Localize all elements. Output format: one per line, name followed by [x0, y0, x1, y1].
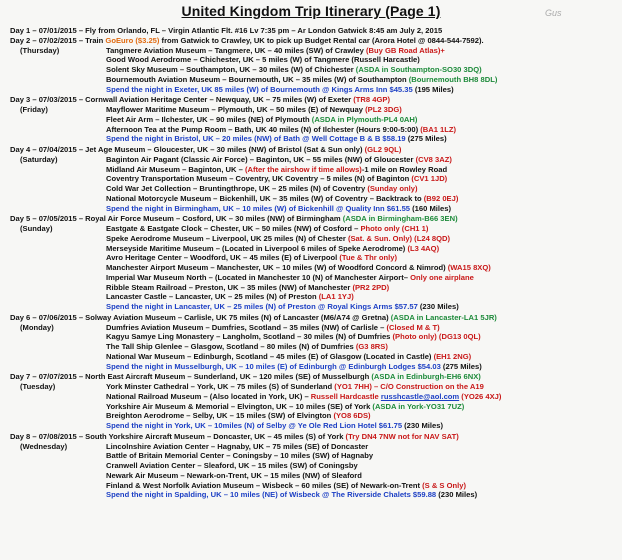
itinerary-text: Russell Hardcastle — [310, 391, 381, 401]
itinerary-line — [10, 490, 618, 500]
itinerary-text: Finland & West Norfolk Aviation Museum – Wisbeck – 60 miles (SE) of Newark-on-Trent — [106, 480, 423, 490]
itinerary-text: (ASDA in Southampton-SO30 3DQ) — [355, 65, 482, 74]
itinerary-text: Coventry Transportation Museum – Coventry, UK Coventry – 5 miles (N) of Baginton — [106, 174, 412, 184]
itinerary-line — [10, 105, 618, 115]
stop-line — [106, 451, 618, 461]
weekday-label — [10, 451, 106, 461]
itinerary-line — [10, 134, 618, 144]
weekday-label — [10, 194, 106, 204]
page-title: United Kingdom Trip Itinerary (Page 1) — [181, 3, 441, 19]
itinerary-line — [10, 332, 618, 342]
itinerary-text: (LA1 1YJ) — [318, 292, 354, 302]
itinerary-line — [10, 471, 618, 481]
stop-line — [106, 115, 618, 125]
itinerary-line — [10, 155, 618, 165]
itinerary-text: – South Yorkshire Aircraft Museum – Doncaster, UK – 45 miles (S) of York — [76, 431, 346, 441]
itinerary-line — [10, 184, 618, 194]
stop-line — [106, 273, 618, 283]
day-label: Day 6 – 07/06/2015 — [10, 312, 77, 322]
itinerary-line — [10, 362, 618, 372]
stop-line — [106, 461, 618, 471]
itinerary-text: (S & S Only) — [422, 480, 467, 490]
itinerary-line — [10, 402, 618, 412]
day-line — [10, 372, 618, 382]
itinerary-text: (ASDA in Birmingham-B66 3EN) — [342, 214, 458, 224]
itinerary-text: (PR2 2PD) — [352, 282, 390, 292]
day-line — [10, 26, 618, 36]
itinerary-text: (230 Miles) — [419, 302, 459, 311]
weekday-label — [10, 362, 106, 372]
weekday-label: (Sunday) — [20, 224, 53, 233]
stop-line — [106, 253, 618, 263]
weekday-label — [10, 65, 106, 75]
weekday-label — [10, 342, 106, 352]
weekday-label: (Saturday) — [20, 154, 58, 164]
itinerary-text: (275 Miles) — [442, 361, 482, 371]
weekday-label: (Wednesday) — [20, 441, 68, 451]
itinerary-text: Speke Aerodrome Museum – Liverpool, UK 25 miles (N) of Chester — [106, 233, 348, 243]
itinerary-line — [10, 165, 618, 175]
weekday-label — [10, 165, 106, 175]
weekday-label: (Monday) — [20, 322, 54, 332]
itinerary-text: – Solway Aviation Museum – Carlisle, UK 75 miles (N) of Lancaster (M6/A74 @ Gretna) — [76, 312, 391, 322]
weekday-label — [10, 283, 106, 293]
weekday-label — [10, 184, 106, 194]
itinerary-text: (YO26 4XJ) — [459, 391, 502, 401]
itinerary-text: (PL2 3DG) — [365, 105, 402, 114]
itinerary-text: (Sat. & Sun. Only) (L24 8QD) — [347, 233, 451, 243]
weekday-label — [10, 402, 106, 412]
itinerary-text: Photo only (CH1 1) — [360, 224, 429, 233]
itinerary-text: (G3 8RS) — [355, 342, 388, 351]
day-label: Day 1 – 07/01/2015 — [10, 26, 77, 35]
stop-line — [106, 323, 618, 333]
day-label: Day 2 – 07/02/2015 — [10, 35, 77, 45]
itinerary-text: (B92 0EJ) — [423, 193, 459, 203]
stop-line — [106, 224, 618, 234]
itinerary-text: Spend the night in Exeter, UK 85 miles (W) of Bournemouth @ Kings Arms Inn $45.35 — [106, 84, 415, 94]
itinerary-text: Midland Air Museum – Baginton, UK – — [106, 164, 245, 174]
itinerary-text: Afternoon Tea at the Pump Room – Bath, UK 40 miles (N) of Ilchester (Hours 9:00-5:00) — [106, 124, 421, 134]
itinerary-text: Solent Sky Museum – Southampton, UK – 30 miles (W) of Chichester — [106, 65, 356, 74]
itinerary-text: (195 Miles) — [414, 84, 454, 94]
itinerary-text: Lincolnshire Aviation Center – Hagnaby, UK – 75 miles (SE) of Doncaster — [106, 441, 369, 451]
day-label: Day 5 – 07/05/2015 — [10, 214, 77, 224]
itinerary-text: Mayflower Maritime Museum – Plymouth, UK – 50 miles (E) of Newquay — [106, 105, 366, 114]
itinerary-line — [10, 273, 618, 283]
itinerary-text: – North East Aircraft Museum – Sunderland, UK – 120 miles (SE) of Musselburgh — [76, 372, 372, 382]
stop-line — [106, 302, 618, 312]
itinerary-line — [10, 85, 618, 95]
weekday-label — [10, 234, 106, 244]
itinerary-text: from Gatwick to Crawley, UK to pick up Budget Rental car (Arora Hotel @ 0844-544-7592). — [159, 35, 484, 45]
weekday-label — [10, 392, 106, 402]
itinerary-line — [10, 461, 618, 471]
itinerary-line — [10, 283, 618, 293]
itinerary-text: Merseyside Maritime Museum – (Located in Liverpool 6 miles of Speke Aerodrome) — [106, 243, 408, 253]
itinerary-line — [10, 442, 618, 452]
itinerary-text: Spend the night in Musselburgh, UK – 10 miles (E) of Edinburgh @ Edinburgh Lodges $54.03 — [106, 361, 443, 371]
itinerary-line — [10, 342, 618, 352]
day-line — [10, 36, 618, 46]
stop-line — [106, 55, 618, 65]
itinerary-text: Fleet Air Arm – Ilchester, UK – 90 miles (NE) of Plymouth — [106, 114, 312, 124]
itinerary-text: (Buy GB Road Atlas)+ — [365, 45, 445, 55]
itinerary-line — [10, 95, 618, 105]
itinerary-text: GoEuro ($3.25) — [105, 35, 160, 45]
weekday-label — [10, 471, 106, 481]
itinerary-text: (160 Miles) — [412, 203, 451, 213]
itinerary-text: – Train — [76, 35, 106, 45]
stop-line — [106, 411, 618, 421]
weekday-label — [10, 263, 106, 273]
itinerary-text: Spend the night in York, UK – 10miles (N) of Selby @ Ye Ole Red Lion Hotel $61.75 — [106, 421, 405, 430]
itinerary-text: National Railroad Museum – (Also located in York, UK) – — [106, 391, 311, 401]
stop-line — [106, 105, 618, 115]
itinerary-text: Kagyu Samye Ling Monastery – Langholm, Scotland – 30 miles (N) of Dumfries — [106, 332, 393, 342]
weekday-label — [10, 55, 106, 65]
stop-line — [106, 204, 618, 214]
stop-line — [106, 362, 618, 372]
itinerary-text: (CV1 1JD) — [411, 174, 448, 184]
itinerary-line — [10, 26, 618, 36]
day-label: Day 4 – 07/04/2015 — [10, 145, 77, 154]
itinerary-text: The Tall Ship Glenlee – Glasgow, Scotland – 80 miles (N) of Dumfries — [106, 342, 356, 351]
itinerary-text: Breighton Aerodrome – Selby, UK – 15 miles (SW) of Elvington — [106, 411, 334, 421]
itinerary-text: (Sunday only) — [367, 184, 418, 193]
weekday-label — [10, 332, 106, 342]
itinerary-line — [10, 224, 618, 234]
itinerary-text: Only one airplane — [410, 272, 474, 282]
stop-line — [106, 292, 618, 302]
itinerary-line — [10, 372, 618, 382]
weekday-label: (Tuesday) — [20, 382, 56, 391]
itinerary-text: Imperial War Museum North – (Located in Manchester 10 (N) of Manchester Airport– — [106, 272, 411, 282]
itinerary-line — [10, 204, 618, 214]
itinerary-text: Spend the night in Lancaster, UK – 25 miles (N) of Preston @ Royal Kings Arms $57.57 — [106, 302, 420, 311]
weekday-label: (Friday) — [20, 105, 48, 114]
weekday-label — [10, 490, 106, 500]
stop-line — [106, 332, 618, 342]
itinerary-text: National Motorcycle Museum – Bickenhill, UK – 35 miles (W) of Coventry – Backtrack to — [106, 193, 424, 203]
stop-line — [106, 263, 618, 273]
weekday-label — [10, 411, 106, 421]
itinerary-line — [10, 421, 618, 431]
itinerary-text: – Fly from Orlando, FL – Virgin Atlantic Flt. #16 Lv 7:35 pm – Ar London Gatwick 8:45 am July 2, 2015 — [76, 26, 443, 35]
day-line — [10, 432, 618, 442]
stop-line — [106, 392, 618, 402]
itinerary-text: (GL2 9QL) — [364, 145, 402, 154]
stop-line — [106, 46, 618, 56]
itinerary-line — [10, 392, 618, 402]
itinerary-text: (ASDA in Lancaster-LA1 5JR) — [390, 312, 497, 322]
itinerary-text: Battle of Britain Memorial Center – Coningsby – 10 miles (SW) of Hagnaby — [106, 451, 374, 461]
stop-line — [106, 184, 618, 194]
itinerary-line — [10, 432, 618, 442]
itinerary-text: – Cornwall Aviation Heritage Center – Newquay, UK – 75 miles (W) of Exeter — [76, 95, 354, 105]
itinerary-text: Lancaster Castle – Lancaster, UK – 25 miles (N) of Preston — [106, 292, 319, 302]
stop-line — [106, 194, 618, 204]
itinerary-text: Manchester Airport Museum – Manchester, UK – 10 miles (W) of Woodford Concord & Nimrod) — [106, 263, 448, 272]
itinerary-text: Spend the night in Birmingham, UK – 10 miles (W) of Bickenhill @ Quality Inn $61.55 — [106, 203, 413, 213]
weekday-label — [10, 244, 106, 254]
weekday-label — [10, 481, 106, 491]
stop-line — [106, 481, 618, 491]
stop-line — [106, 174, 618, 184]
weekday-label — [10, 352, 106, 362]
itinerary-text: (Bournemouth BH8 8DL) — [408, 74, 498, 84]
stop-line — [106, 85, 618, 95]
stop-line — [106, 234, 618, 244]
weekday-label — [10, 421, 106, 431]
itinerary-text: York Minster Cathedral – York, UK – 75 miles (S) of Sunderland — [106, 382, 335, 391]
itinerary-document — [10, 26, 618, 500]
stop-line — [106, 402, 618, 412]
stop-line — [106, 283, 618, 293]
itinerary-text: (230 Miles) — [404, 421, 443, 430]
itinerary-text: (L3 4AQ) — [407, 243, 440, 253]
itinerary-text: (Tue & Thr only) — [339, 253, 397, 263]
weekday-label — [10, 204, 106, 214]
itinerary-text: (After the airshow if time allows) — [244, 164, 362, 174]
weekday-label — [10, 302, 106, 312]
itinerary-text: (ASDA in Edinburgh-EH6 6NX) — [371, 372, 481, 382]
stop-line — [106, 165, 618, 175]
stop-line — [106, 244, 618, 254]
itinerary-text: Newark Air Museum – Newark-on-Trent, UK – 15 miles (NW) of Sleaford — [106, 470, 362, 480]
itinerary-line — [10, 115, 618, 125]
stop-line — [106, 134, 618, 144]
weekday-label: (Thursday) — [20, 45, 60, 55]
itinerary-text: (Photo only) (DG13 0QL) — [392, 332, 481, 342]
stop-line — [106, 442, 618, 452]
itinerary-line — [10, 323, 618, 333]
weekday-label — [10, 273, 106, 283]
day-line — [10, 95, 618, 105]
stop-line — [106, 421, 618, 431]
stop-line — [106, 342, 618, 352]
itinerary-text: – Royal Air Force Museum – Cosford, UK – 30 miles (NW) of Birmingham — [76, 214, 343, 224]
itinerary-line — [10, 313, 618, 323]
stop-line — [106, 125, 618, 135]
day-line — [10, 214, 618, 224]
day-label: Day 7 – 07/07/2015 — [10, 372, 77, 382]
itinerary-text: (275 Miles) — [407, 134, 447, 144]
itinerary-line — [10, 214, 618, 224]
itinerary-text: – Jet Age Museum – Gloucester, UK – 30 miles (NW) of Bristol (Sat & Sun only) — [76, 145, 365, 154]
weekday-label — [10, 461, 106, 471]
itinerary-text: (ASDA in Plymouth-PL4 0AH) — [311, 114, 418, 124]
itinerary-text: (Closed M & T) — [386, 322, 440, 332]
itinerary-text: (ASDA in York-YO31 7UZ) — [372, 401, 465, 411]
day-line — [10, 145, 618, 155]
itinerary-text: (Try DN4 7NW not for NAV SAT) — [345, 431, 459, 441]
stop-line — [106, 490, 618, 500]
itinerary-text: (CV8 3AZ) — [415, 154, 452, 164]
handwritten-mark: Gus — [545, 8, 562, 18]
itinerary-line — [10, 451, 618, 461]
itinerary-text: Yorkshire Air Museum & Memorial – Elvington, UK – 10 miles (SE) of York — [106, 401, 373, 411]
weekday-label — [10, 115, 106, 125]
stop-line — [106, 352, 618, 362]
day-line — [10, 313, 618, 323]
itinerary-line — [10, 411, 618, 421]
itinerary-text: National War Museum – Edinburgh, Scotland – 45 miles (E) of Glasgow (Located in Castle) — [106, 351, 434, 361]
itinerary-text: (EH1 2NG) — [433, 351, 472, 361]
itinerary-text: (TR8 4GP) — [353, 95, 390, 105]
itinerary-line — [10, 194, 618, 204]
stop-line — [106, 382, 618, 392]
itinerary-text: Tangmere Aviation Museum – Tangmere, UK – 40 miles (SW) of Crawley — [106, 45, 366, 55]
itinerary-text: Avro Heritage Center – Woodford, UK – 45 miles (E) of Liverpool — [106, 253, 340, 263]
itinerary-text: Bournemouth Aviation Museum – Bournemouth, UK – 35 miles (W) of Southampton — [106, 74, 409, 84]
itinerary-text: Spend the night in Bristol, UK – 20 miles (NW) of Bath @ Well Cottage B & B $58.19 — [106, 134, 408, 144]
itinerary-line — [10, 75, 618, 85]
itinerary-line — [10, 352, 618, 362]
itinerary-text: Cranwell Aviation Center – Sleaford, UK – 15 miles (SW) of Coningsby — [106, 461, 358, 470]
itinerary-line — [10, 263, 618, 273]
itinerary-line — [10, 65, 618, 75]
weekday-label — [10, 125, 106, 135]
itinerary-text: Ribble Steam Railroad – Preston, UK – 35 miles (NW) of Manchester — [106, 282, 353, 292]
weekday-label — [10, 85, 106, 95]
itinerary-text: (YO1 7HH) – C/O Construction on the A19 — [334, 382, 484, 391]
weekday-label — [10, 253, 106, 263]
stop-line — [106, 471, 618, 481]
itinerary-line — [10, 55, 618, 65]
itinerary-line — [10, 292, 618, 302]
stop-line — [106, 75, 618, 85]
itinerary-text: Eastgate & Eastgate Clock – Chester, UK – 50 miles (NW) of Cosford – — [106, 224, 361, 233]
itinerary-text: Spend the night in Spalding, UK – 10 miles (NE) of Wisbeck @ The Riverside Chalets $59.88 — [106, 490, 439, 500]
weekday-label — [10, 292, 106, 302]
itinerary-text: Baginton Air Pagant (Classic Air Force) – Baginton, UK – 55 miles (NW) of Gloucester — [106, 154, 416, 164]
itinerary-line — [10, 302, 618, 312]
itinerary-text: (BA1 1LZ) — [420, 124, 457, 134]
weekday-label — [10, 75, 106, 85]
day-label: Day 3 – 07/03/2015 — [10, 95, 77, 105]
itinerary-line — [10, 234, 618, 244]
itinerary-text: (YO8 6DS) — [333, 411, 371, 421]
itinerary-line — [10, 382, 618, 392]
itinerary-line — [10, 244, 618, 254]
itinerary-line — [10, 125, 618, 135]
itinerary-line — [10, 253, 618, 263]
stop-line — [106, 65, 618, 75]
itinerary-text: -1 mile on Rowley Road — [361, 164, 448, 174]
weekday-label — [10, 174, 106, 184]
email-link[interactable]: russhcastle@aol.com — [380, 391, 460, 401]
weekday-label — [10, 134, 106, 144]
day-label: Day 8 – 07/08/2015 — [10, 431, 77, 441]
itinerary-line — [10, 46, 618, 56]
itinerary-line — [10, 145, 618, 155]
itinerary-text: (230 Miles) — [438, 490, 478, 500]
itinerary-line — [10, 36, 618, 46]
itinerary-text: Good Wood Aerodrome – Chichester, UK – 5 miles (W) of Tangmere (Russell Harcastle) — [106, 55, 420, 65]
stop-line — [106, 155, 618, 165]
itinerary-line — [10, 481, 618, 491]
itinerary-text: Cold War Jet Collection – Bruntingthrope, UK – 25 miles (N) of Coventry — [106, 184, 368, 193]
itinerary-line — [10, 174, 618, 184]
itinerary-text: Dumfries Aviation Museum – Dumfries, Scotland – 35 miles (NW) of Carlisle – — [106, 322, 387, 332]
itinerary-text: (WA15 8XQ) — [447, 263, 491, 272]
